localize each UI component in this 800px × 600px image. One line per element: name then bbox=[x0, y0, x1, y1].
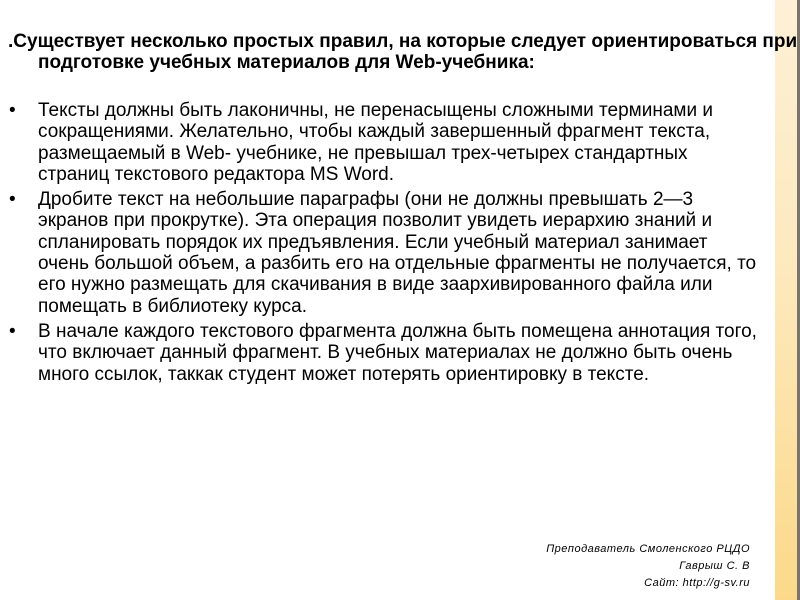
bullet-dot-icon: • bbox=[9, 320, 16, 342]
bullet-dot-icon: • bbox=[9, 189, 16, 211]
bullet-text: Дробите текст на небольшие параграфы (они не должны превышать 2—3 экранов при прокрутке). Эта операция позволит увидеть иерархию знаний и спланировать порядок их предъявления. Если учебный материал занимает очень большой объем, а разбить его на отдельные фрагменты не получается, то его нужно размещать для скачивания в виде заархивированного файла или помещать в библиотеку курса. bbox=[38, 189, 757, 317]
footer-website: Сайт: http://g-sv.ru bbox=[644, 577, 750, 589]
bullet-text: Тексты должны быть лаконичны, не перенасыщены сложными терминами и сокращениями. Желательно, чтобы каждый завершенный фрагмент текста, размещаемый в Web- учебнике, не превышал трех-четырех стандартных страниц текстового редактора MS Word. bbox=[38, 100, 713, 185]
bullet-text: В начале каждого текстового фрагмента должна быть помещена аннотация того, что включает данный фрагмент. В учебных материалах не должно быть очень много ссылок, таккак студент может потерять ориентировку в тексте. bbox=[38, 320, 757, 385]
bullet-item bbox=[0, 100, 758, 185]
decorative-side-stripe bbox=[775, 0, 797, 600]
author-footer bbox=[546, 541, 750, 592]
bullet-list bbox=[0, 100, 770, 389]
footer-author-title: Преподаватель Смоленского РЦДО bbox=[546, 543, 750, 555]
bullet-item bbox=[0, 189, 758, 317]
footer-author-name: Гаврыш С. В bbox=[679, 560, 750, 572]
bullet-item bbox=[0, 321, 758, 385]
bullet-dot-icon: • bbox=[9, 100, 16, 121]
slide-heading: .Существует несколько простых правил, на которые следует ориентироваться при подготовке учебных материалов для Web-учебника: bbox=[8, 31, 798, 73]
